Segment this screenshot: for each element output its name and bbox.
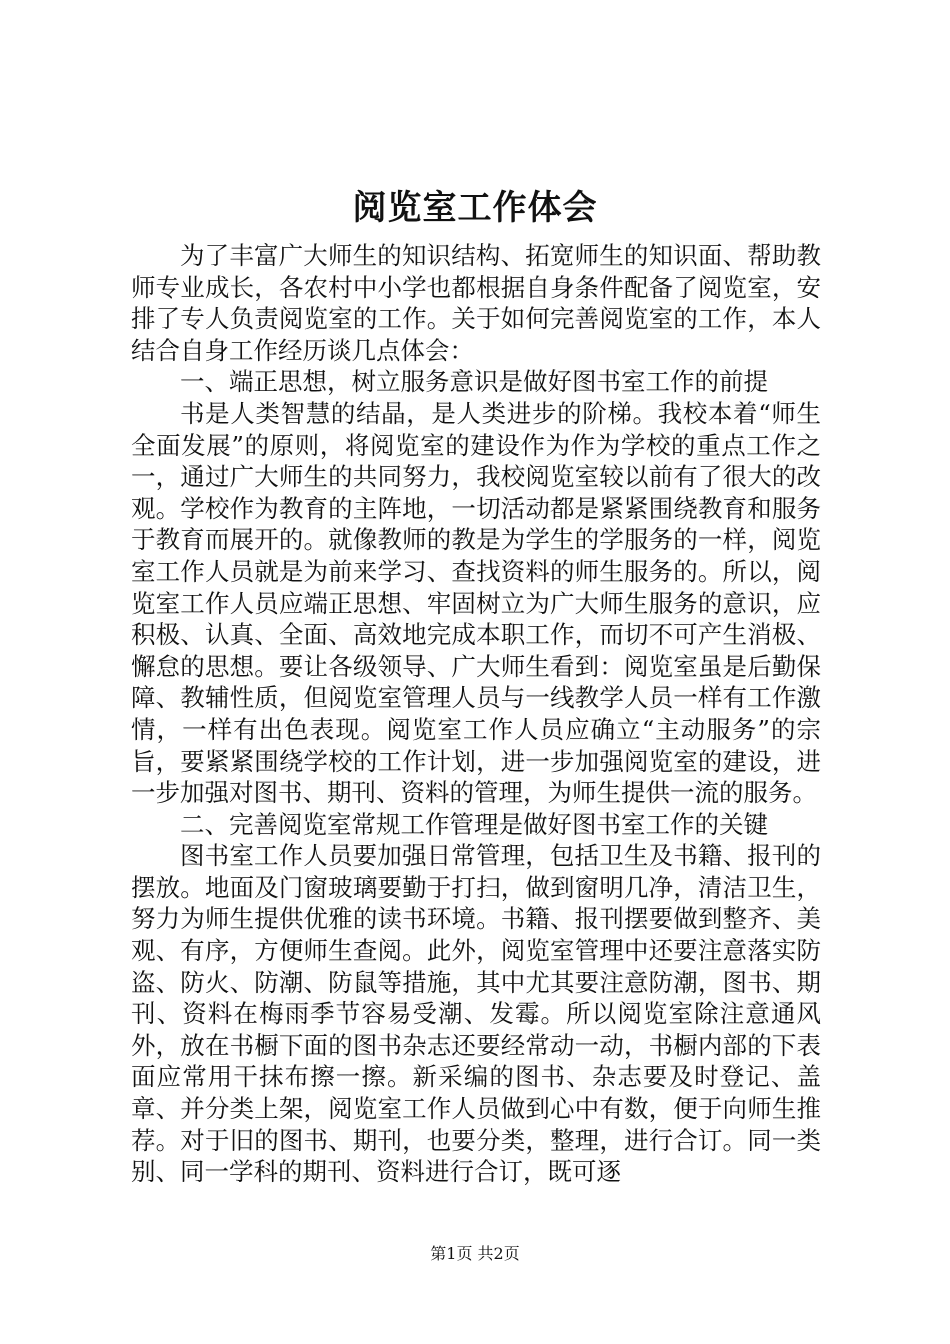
paragraph-section-1: 书是人类智慧的结晶，是人类进步的阶梯。我校本着“师生全面发展”的原则，将阅览室的建设作为作为学校的重点工作之一，通过广大师生的共同努力，我校阅览室较以前有了很大的改观。学校作为教育的主阵地，一切活动都是紧紧围绕教育和服务于教育而展开的。就像教师的教是为学生的学服务的一样，阅览室工作人员就是为前来学习、查找资料的师生服务的。所以，阅览室工作人员应端正思想、牢固树立为广大师生服务的意识，应积极、认真、全面、高效地完成本职工作，而切不可产生消极、懈怠的思想。要让各级领导、广大师生看到：阅览室虽是后勤保障、教辅性质，但阅览室管理人员与一线教学人员一样有工作激情，一样有出色表现。阅览室工作人员应确立“主动服务”的宗旨，要紧紧围绕学校的工作计划，进一步加强阅览室的建设，进一步加强对图书、期刊、资料的管理，为师生提供一流的服务。 (131, 398, 821, 808)
paragraph-intro: 为了丰富广大师生的知识结构、拓宽师生的知识面、帮助教师专业成长，各农村中小学也都根据自身条件配备了阅览室，安排了专人负责阅览室的工作。关于如何完善阅览室的工作，本人结合自身工作经历谈几点体会： (131, 241, 821, 365)
paragraph-section-2: 图书室工作人员要加强日常管理，包括卫生及书籍、报刊的摆放。地面及门窗玻璃要勤于打扫，做到窗明几净，清洁卫生，努力为师生提供优雅的读书环境。书籍、报刊摆要做到整齐、美观、有序，方便师生查阅。此外，阅览室管理中还要注意落实防盗、防火、防潮、防鼠等措施，其中尤其要注意防潮，图书、期刊、资料在梅雨季节容易受潮、发霉。所以阅览室除注意通风外，放在书橱下面的图书杂志还要经常动一动，书橱内部的下表面应常用干抹布擦一擦。新采编的图书、杂志要及时登记、盖章、并分类上架，阅览室工作人员做到心中有数，便于向师生推荐。对于旧的图书、期刊，也要分类，整理，进行合订。同一类别、同一学科的期刊、资料进行合订，既可逐 (131, 841, 821, 1187)
section-heading-1: 一、端正思想，树立服务意识是做好图书室工作的前提 (180, 367, 768, 397)
section-heading-2: 二、完善阅览室常规工作管理是做好图书室工作的关键 (180, 809, 768, 839)
page-number-footer: 第1页 共2页 (430, 1244, 520, 1263)
document-body (131, 240, 821, 1188)
document-title: 阅览室工作体会 (352, 188, 598, 228)
